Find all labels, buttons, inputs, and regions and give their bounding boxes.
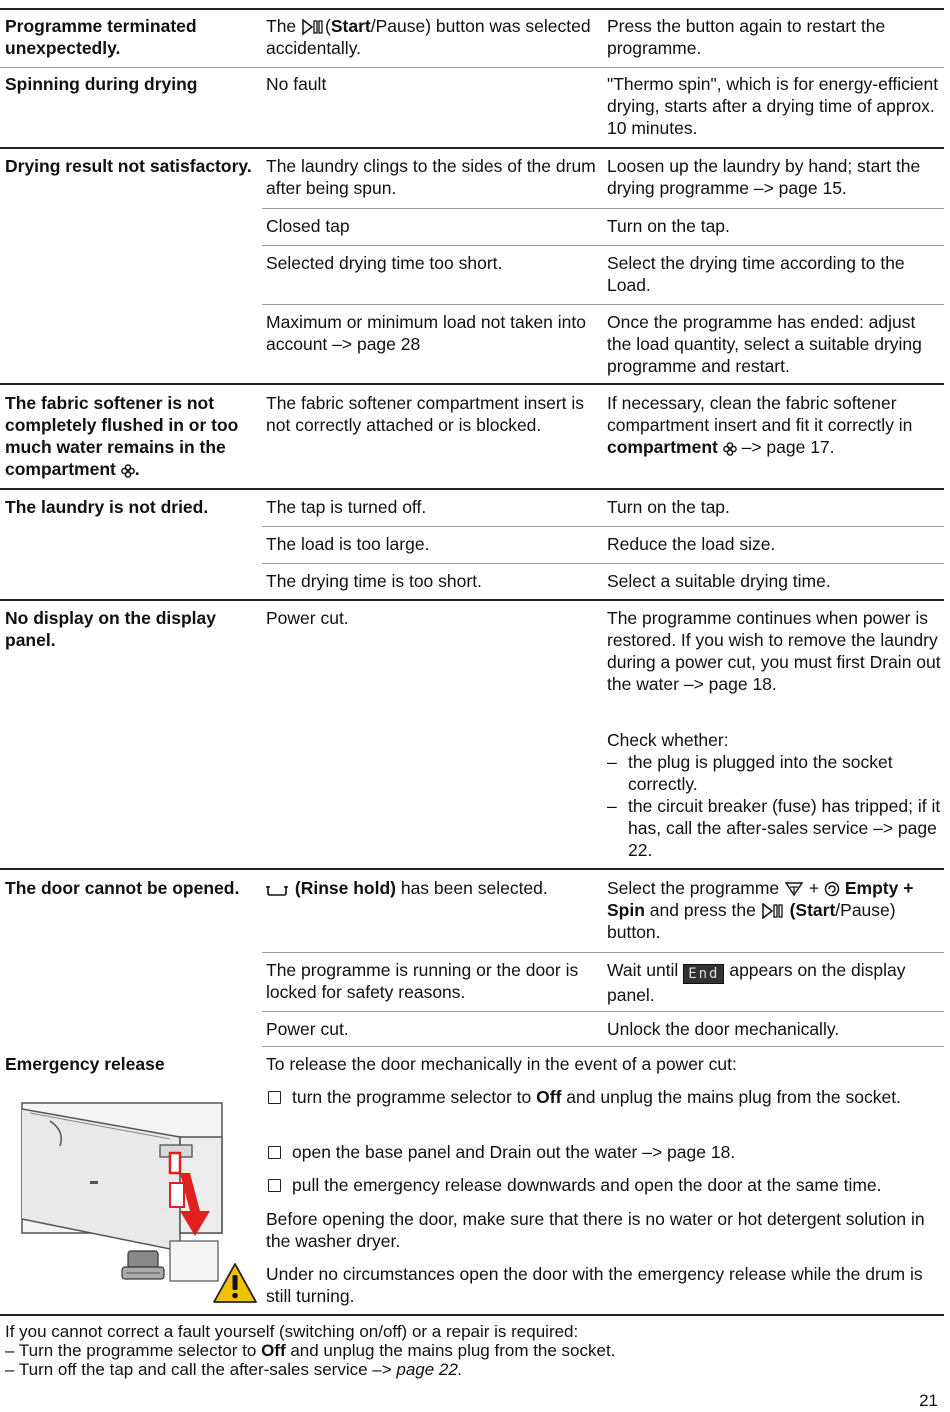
display-end-readout: End [683, 964, 724, 984]
remedy-text: "Thermo spin", which is for energy-efficient drying, starts after a drying time of approx. 10 minutes. [607, 74, 939, 138]
cause-text: No fault [266, 74, 327, 94]
fault-label: Programme terminated unexpectedly. [5, 16, 197, 58]
step-item: pull the emergency release downwards and open the door at the same time. [266, 1174, 944, 1196]
checkbox-icon [268, 1146, 281, 1159]
remedy-text: Reduce the load size. [607, 534, 776, 554]
remedy-text: If necessary, clean the fabric softener compartment insert and fit it correctly in compartment –> page 17. [607, 393, 913, 457]
softener-flower-icon [723, 442, 737, 456]
cause-text: Closed tap [266, 216, 350, 236]
sub-divider [262, 526, 944, 527]
fault-row-laundry-not-dried [0, 488, 944, 600]
fault-row-drying-result [0, 147, 944, 385]
check-list [607, 729, 944, 861]
fault-label: Spinning during drying [5, 74, 198, 94]
sub-divider [262, 1011, 944, 1012]
sub-divider [262, 208, 944, 209]
remedy-text: Turn on the tap. [607, 216, 730, 236]
sub-divider [262, 563, 944, 564]
fault-row-fabric-softener [0, 383, 944, 489]
page-number: 21 [919, 1391, 938, 1410]
cause-text: Selected drying time too short. [266, 253, 503, 273]
empty-drain-icon [784, 881, 804, 897]
remedy-text: The programme continues when power is restored. If you wish to remove the laundry during a power cut, you must first Drain out the water –> page 18. [607, 608, 941, 694]
fault-row-programme-terminated [0, 8, 944, 65]
cause-text: The fabric softener compartment insert is not correctly attached or is blocked. [266, 393, 585, 435]
sub-divider [262, 245, 944, 246]
step-item: turn the programme selector to Off and unplug the mains plug from the socket. [266, 1086, 944, 1108]
cause-text: The (Start/Pause) button was selected accidentally. [266, 16, 591, 58]
warning-text: Under no circumstances open the door with the emergency release while the drum is still turning. [266, 1264, 923, 1306]
emergency-release-section [0, 1046, 944, 1316]
fault-label: The fabric softener is not completely flushed in or too much water remains in the compartment . [5, 393, 239, 479]
sub-divider [262, 952, 944, 953]
remedy-text: Select the programme + Empty + Spin and press the (Start/Pause) button. [607, 878, 914, 942]
remedy-text: Select the drying time according to the Load. [607, 253, 905, 295]
cause-text: The drying time is too short. [266, 571, 482, 591]
fault-row-no-display [0, 599, 944, 869]
emergency-release-illustration [20, 1101, 225, 1286]
spin-icon [824, 881, 840, 897]
cause-text: Power cut. [266, 608, 349, 628]
section-title: Emergency release [5, 1054, 165, 1074]
cause-text: (Rinse hold) has been selected. [266, 877, 596, 899]
checkbox-icon [268, 1179, 281, 1192]
check-item: – the circuit breaker (fuse) has tripped; if it has, call the after-sales service –> page 22. [607, 796, 941, 860]
fault-label: No display on the display panel. [5, 608, 217, 650]
remedy-text: Select a suitable drying time. [607, 571, 831, 591]
rinse-hold-icon [266, 883, 290, 897]
fault-label: Drying result not satisfactory. [5, 156, 252, 176]
remedy-text: Turn on the tap. [607, 497, 730, 517]
remedy-text: Wait until End appears on the display panel. [607, 960, 906, 1005]
sub-divider [262, 304, 944, 305]
check-heading: Check whether: [607, 730, 729, 750]
fault-label: The door cannot be opened. [5, 878, 240, 898]
cause-text: The tap is turned off. [266, 497, 427, 517]
remedy-text: Loosen up the laundry by hand; start the drying programme –> page 15. [607, 156, 921, 198]
sub-divider [262, 1046, 944, 1047]
softener-flower-icon [121, 464, 135, 478]
cause-text: The programme is running or the door is locked for safety reasons. [266, 960, 579, 1002]
section-bottom-rule [0, 1314, 944, 1316]
fault-label: The laundry is not dried. [5, 497, 209, 517]
remedy-text: Press the button again to restart the programme. [607, 16, 886, 58]
cause-text: The load is too large. [266, 534, 430, 554]
start-pause-icon [761, 903, 785, 919]
remedy-text: Once the programme has ended: adjust the load quantity, select a suitable drying programme and restart. [607, 312, 922, 376]
fault-row-spinning-during-drying [0, 67, 944, 146]
start-pause-icon [301, 19, 325, 35]
footer-note: If you cannot correct a fault yourself (switching on/off) or a repair is required: – Turn the programme selector to Off and unplug the mains plug from the socket. – Turn off the tap and call the after-sales service –> page 22. [5, 1322, 616, 1379]
checkbox-icon [268, 1091, 281, 1104]
note-text: Before opening the door, make sure that there is no water or hot detergent solution in the washer dryer. [266, 1209, 925, 1251]
fault-row-door-cannot-open [0, 868, 944, 1050]
step-item: open the base panel and Drain out the water –> page 18. [266, 1141, 944, 1163]
cause-text: The laundry clings to the sides of the drum after being spun. [266, 156, 596, 198]
intro-text: To release the door mechanically in the event of a power cut: [266, 1054, 737, 1074]
check-item: – the plug is plugged into the socket correctly. [607, 752, 893, 794]
cause-text: Power cut. [266, 1019, 349, 1039]
remedy-text: Unlock the door mechanically. [607, 1019, 840, 1039]
cause-text: Maximum or minimum load not taken into account –> page 28 [266, 312, 586, 354]
